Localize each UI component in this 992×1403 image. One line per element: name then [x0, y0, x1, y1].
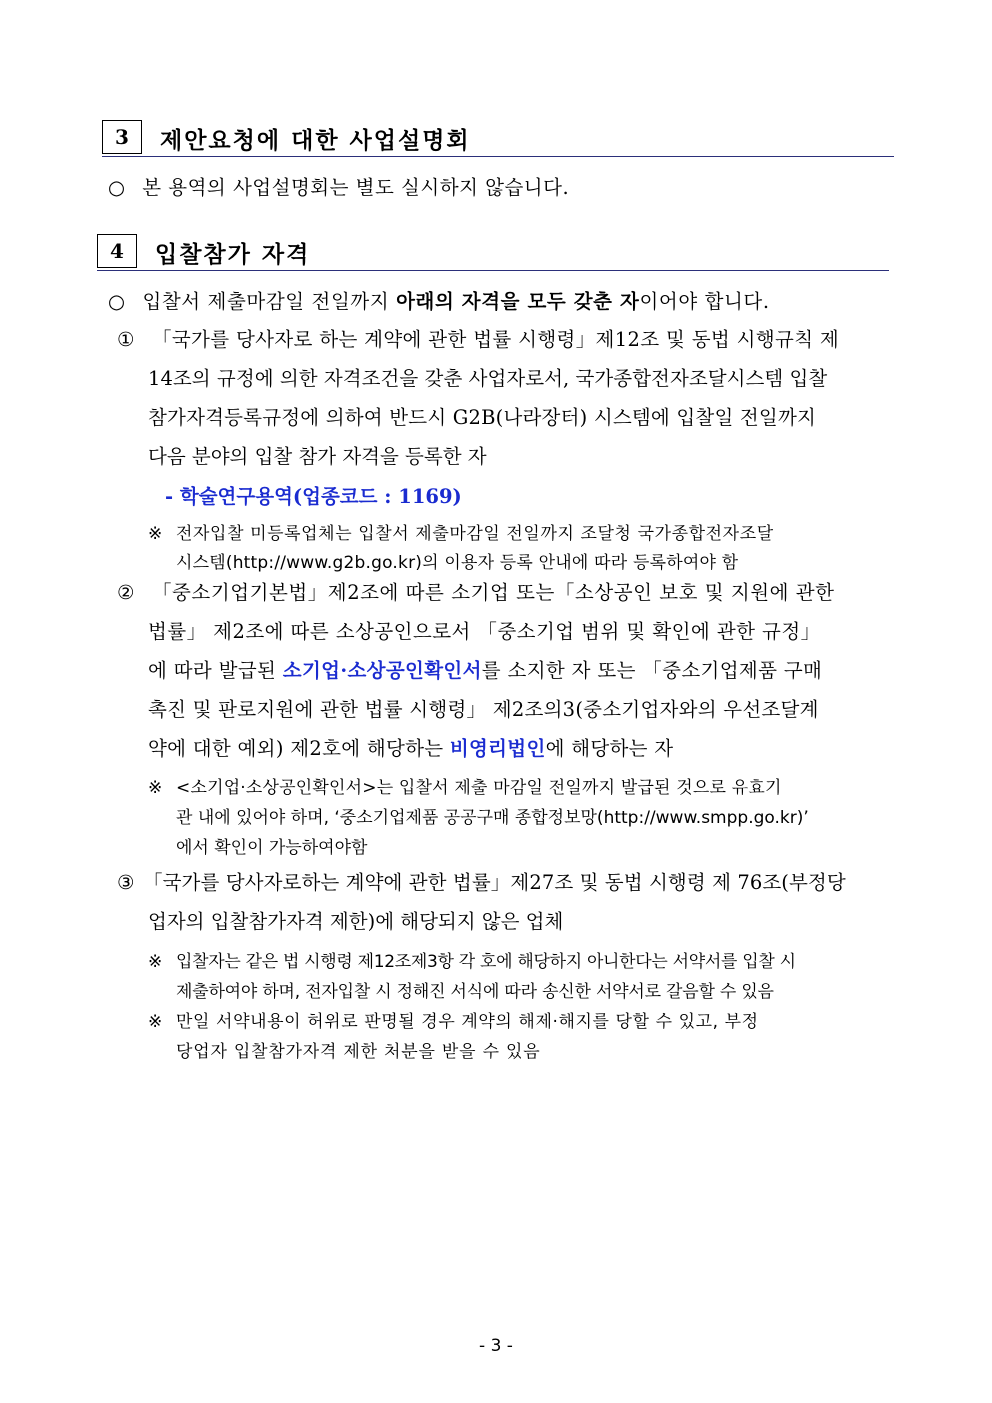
- item-2-line-3-bold: 소기업·소상공인확인서: [282, 659, 482, 682]
- section-4-number: 4: [97, 234, 137, 268]
- item-1-line-3: 참가자격등록규정에 의하여 반드시 G2B(나라장터) 시스템에 입찰일 전일까지: [148, 406, 817, 429]
- item-2-line-5-pre: 약에 대한 예외) 제2호에 해당하는: [148, 737, 450, 760]
- intro-pre: 입찰서 제출마감일 전일까지: [142, 290, 397, 313]
- section-3-title: 제안요청에 대한 사업설명회: [160, 127, 471, 154]
- section-3-text: 본 용역의 사업설명회는 별도 실시하지 않습니다.: [142, 176, 570, 199]
- section-4-title: 입찰참가 자격: [155, 241, 311, 268]
- section-4-header: [97, 234, 889, 271]
- item-3-note-1-line-2: 제출하여야 하며, 전자입찰 시 정해진 서식에 따라 송신한 서약서로 갈음할 수 있음: [176, 982, 774, 1002]
- item-2-line-3-post: 를 소지한 자 또는 「중소기업제품 구매: [481, 659, 823, 682]
- item-2-note-line-3: 에서 확인이 가능하여야함: [176, 838, 368, 858]
- item-2-line-5-post: 에 해당하는 자: [545, 737, 674, 760]
- item-2-marker: ②: [117, 581, 135, 604]
- circle-bullet-icon: ○: [108, 176, 126, 199]
- item-3-line-2: 업자의 입찰참가자격 제한)에 해당되지 않은 업체: [148, 910, 564, 933]
- item-3-line-1: 「국가를 당사자로하는 계약에 관한 법률」제27조 및 동법 시행령 제 76조(부정당: [143, 871, 846, 894]
- section-3-bullet-line: [108, 175, 569, 201]
- item-2-line-3-pre: 에 따라 발급된: [148, 659, 283, 682]
- intro-post: 이어야 합니다.: [639, 290, 770, 313]
- item-1-note-line-1: 전자입찰 미등록업체는 입찰서 제출마감일 전일까지 조달청 국가종합전자조달: [176, 524, 774, 544]
- item-2-line-3: [148, 658, 822, 684]
- item-2-note-line-2: 관 내에 있어야 하며, ‘중소기업제품 공공구매 종합정보망(http://www.smpp.go.kr)’: [176, 808, 809, 828]
- item-1-line-2: 14조의 규정에 의한 자격조건을 갖춘 사업자로서, 국가종합전자조달시스템 입찰: [148, 367, 828, 390]
- page-number: - 3 -: [479, 1336, 513, 1356]
- item-2-note-mark: ※: [148, 778, 163, 798]
- item-1-note-mark: ※: [148, 524, 163, 544]
- item-3-note-2-mark: ※: [148, 1012, 163, 1032]
- item-3-note-1-mark: ※: [148, 952, 163, 972]
- section-3-header: [102, 120, 894, 157]
- item-2-line-5-bold: 비영리법인: [449, 737, 546, 760]
- item-2-note-line-1: <소기업·소상공인확인서>는 입찰서 제출 마감일 전일까지 발급된 것으로 유효기: [176, 778, 782, 798]
- item-3-note-2-line-1: 만일 서약내용이 허위로 판명될 경우 계약의 해제·해지를 당할 수 있고, 부정: [176, 1012, 759, 1032]
- circle-bullet-icon: ○: [108, 290, 126, 313]
- item-3-marker: ③: [117, 871, 135, 894]
- item-3-note-1-line-1: 입찰자는 같은 법 시행령 제12조제3항 각 호에 해당하지 아니한다는 서약서를 입찰 시: [176, 952, 796, 972]
- item-2-line-2: 법률」 제2조에 따른 소상공인으로서 「중소기업 범위 및 확인에 관한 규정」: [148, 620, 821, 643]
- item-3-note-2-line-2: 당업자 입찰참가자격 제한 처분을 받을 수 있음: [176, 1042, 541, 1062]
- section-3-number: 3: [102, 120, 142, 154]
- item-1-sub: - 학술연구용역(업종코드 : 1169): [165, 485, 462, 508]
- item-2-line-5: [148, 736, 673, 762]
- section-4-intro: [108, 289, 770, 315]
- item-1-line-4: 다음 분야의 입찰 참가 자격을 등록한 자: [148, 445, 487, 468]
- item-1-note-line-2: 시스템(http://www.g2b.go.kr)의 이용자 등록 안내에 따라 등록하여야 함: [176, 553, 739, 573]
- item-1-marker: ①: [117, 328, 135, 351]
- intro-bold: 아래의 자격을 모두 갖춘 자: [396, 290, 640, 313]
- item-2-line-4: 촉진 및 판로지원에 관한 법률 시행령」 제2조의3(중소기업자와의 우선조달계: [148, 698, 819, 721]
- item-1-line-1: 「국가를 당사자로 하는 계약에 관한 법률 시행령」제12조 및 동법 시행규칙 제: [152, 328, 840, 351]
- item-2-line-1: 「중소기업기본법」제2조에 따른 소기업 또는「소상공인 보호 및 지원에 관한: [152, 581, 835, 604]
